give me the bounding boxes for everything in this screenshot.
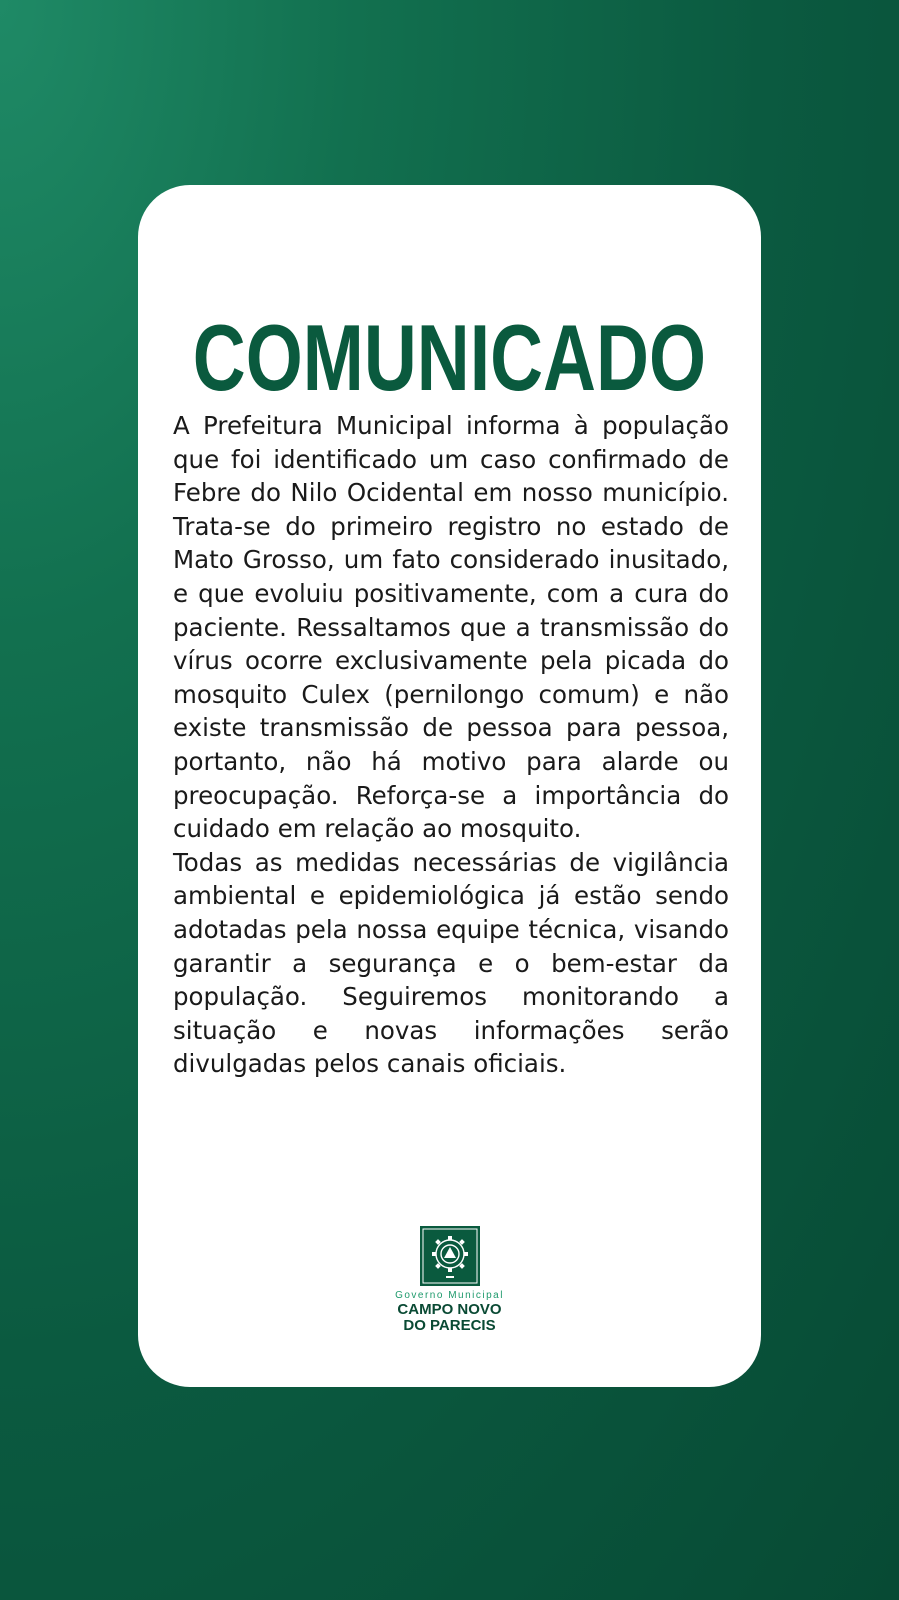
municipal-seal-icon bbox=[420, 1226, 480, 1286]
page-title: COMUNICADO bbox=[192, 305, 706, 410]
announcement-paragraph-2: Todas as medidas necessárias de vigilância ambiental e epidemiológica já estão sendo adotadas pela nossa equipe técnica, visando garantir a segurança e o bem-estar da população. Seguiremos monitorando a situação e novas informações serão divulgadas pelos canais oficiais. bbox=[173, 847, 729, 1079]
municipal-logo bbox=[0, 1226, 899, 1334]
logo-name-line-1: CAMPO NOVO bbox=[397, 1301, 502, 1318]
logo-name-line-2: DO PARECIS bbox=[403, 1317, 496, 1334]
announcement-paragraph-1: A Prefeitura Municipal informa à população que foi identificado um caso confirmado de Febre do Nilo Ocidental em nosso município. Trata-se do primeiro registro no estado de Mato Grosso, um fato considerado inusitado, e que evoluiu positivamente, com a cura do paciente. Ressaltamos que a transmissão do vírus ocorre exclusivamente pela picada do mosquito Culex (pernilongo comum) e não existe transmissão de pessoa para pessoa, portanto, não há motivo para alarde ou preocupação. Reforça-se a importância do cuidado em relação ao mosquito. bbox=[173, 411, 729, 844]
announcement-body bbox=[173, 409, 729, 1081]
logo-subtitle: Governo Municipal bbox=[395, 1290, 504, 1301]
